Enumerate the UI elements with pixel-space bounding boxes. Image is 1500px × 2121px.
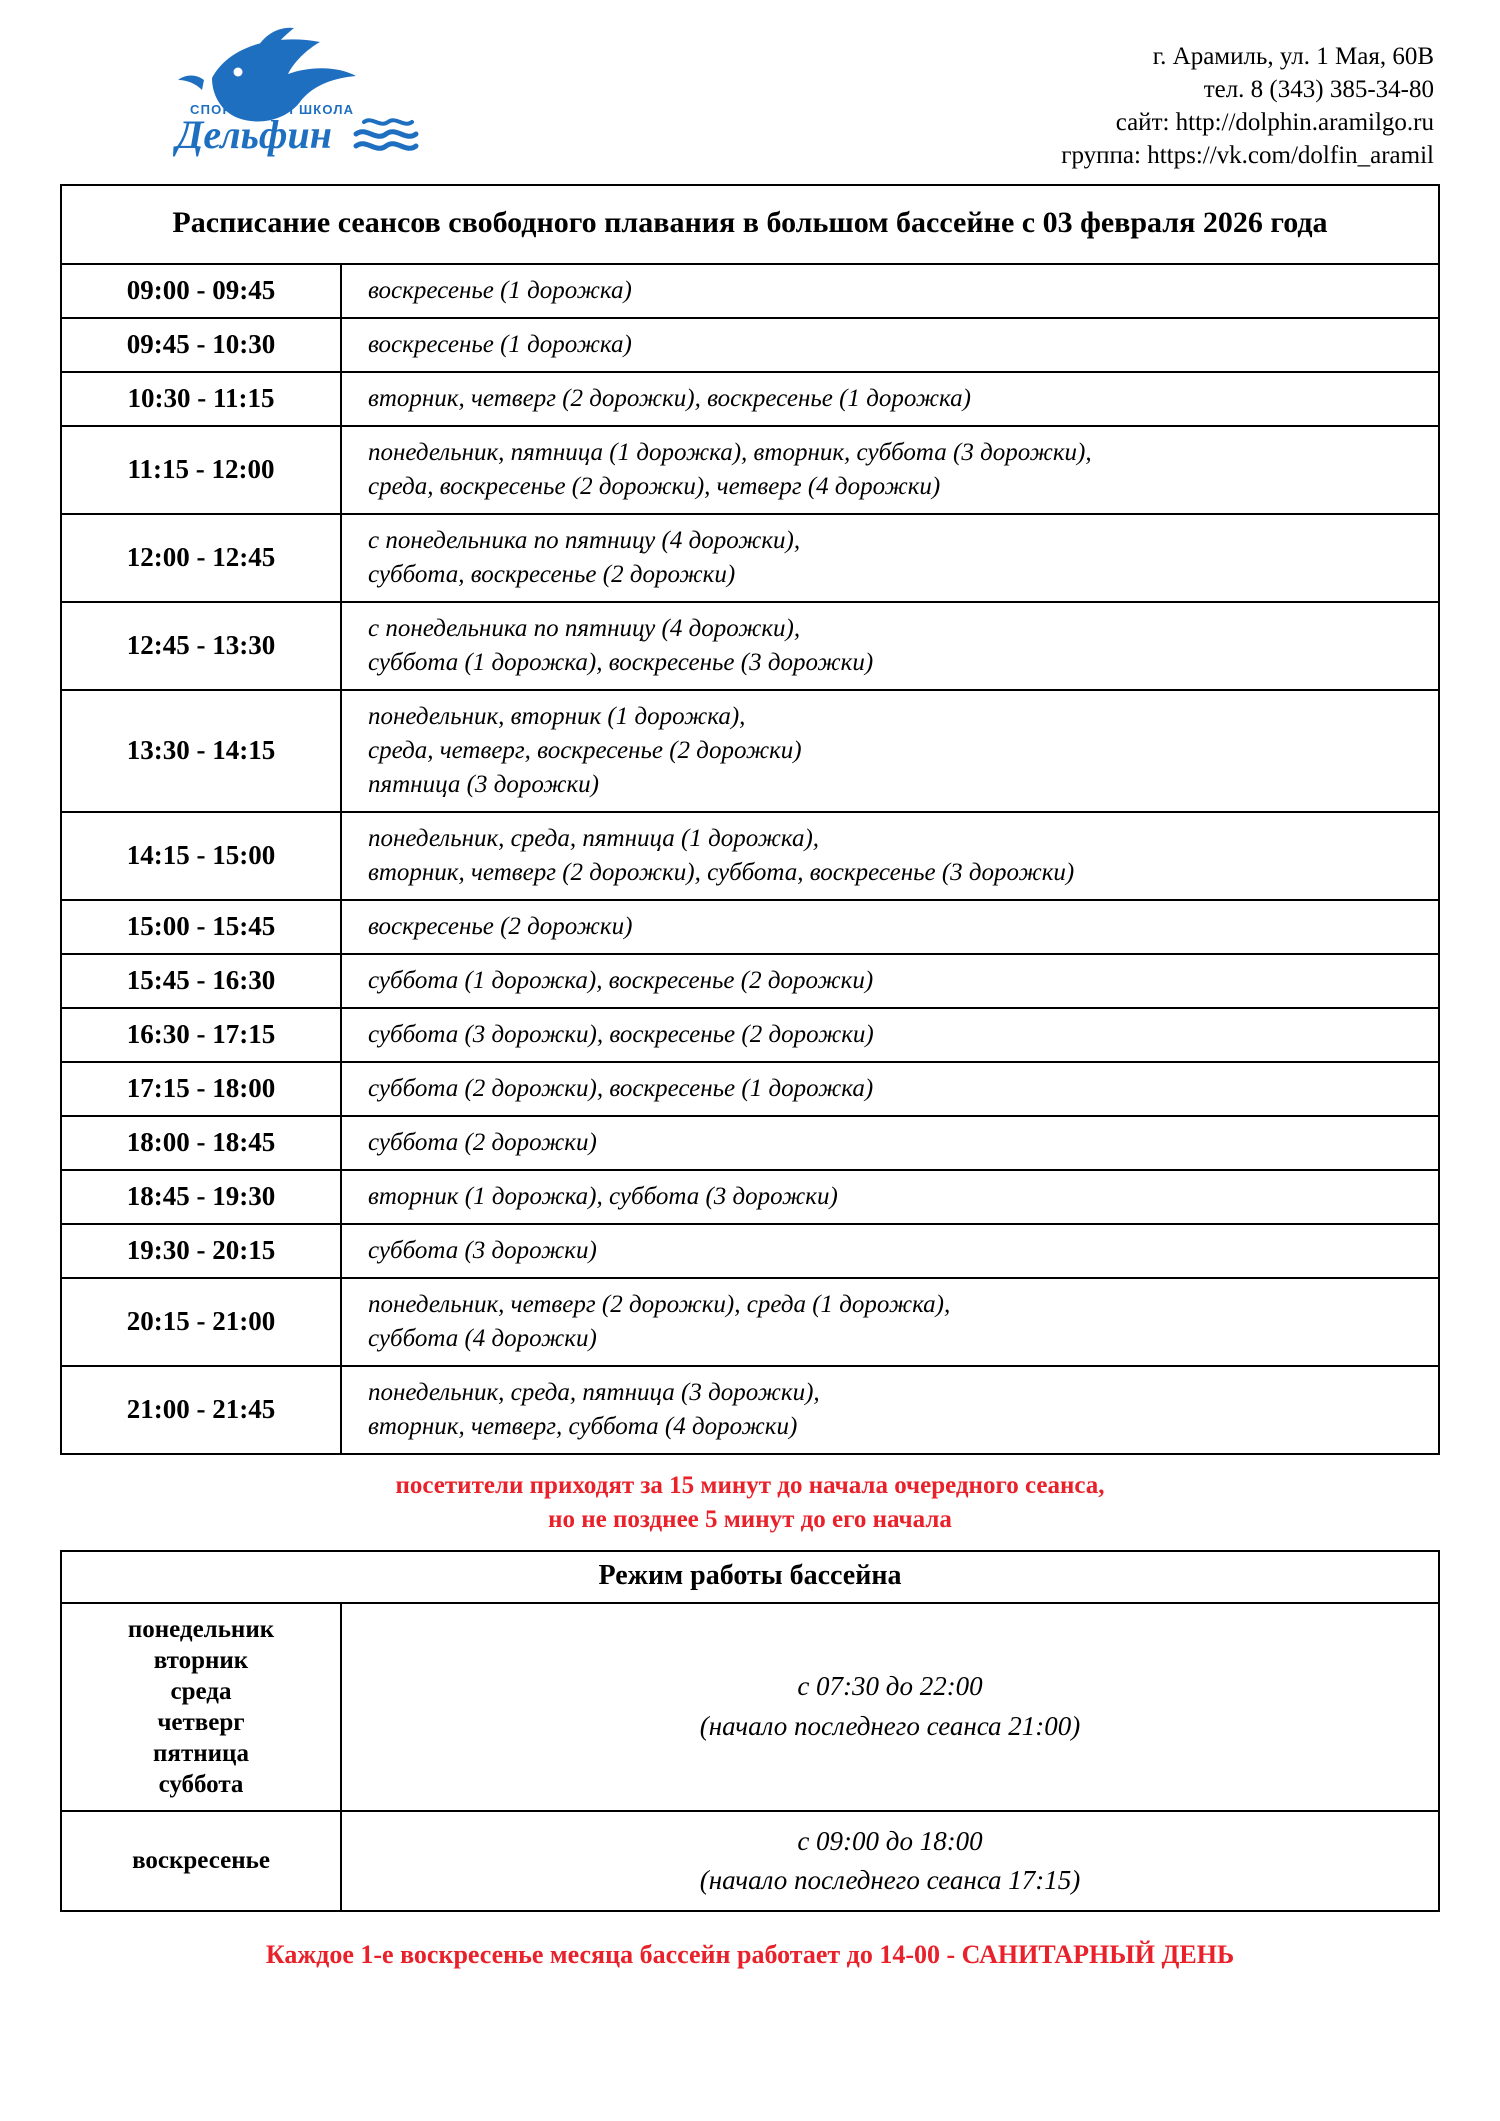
page-title: Расписание сеансов свободного плавания в большом бассейне с 03 февраля 2026 года — [61, 185, 1439, 264]
session-time: 21:00 - 21:45 — [61, 1366, 341, 1454]
session-description: понедельник, среда, пятница (1 дорожка), вторник, четверг (2 дорожки), суббота, воскресенье (3 дорожки) — [341, 812, 1439, 900]
session-description: понедельник, четверг (2 дорожки), среда (1 дорожка), суббота (4 дорожки) — [341, 1278, 1439, 1366]
table-row — [61, 264, 1439, 318]
table-row — [61, 900, 1439, 954]
session-description: воскресенье (1 дорожка) — [341, 264, 1439, 318]
session-time: 18:45 - 19:30 — [61, 1170, 341, 1224]
document-header — [60, 22, 1440, 182]
sunday-hours: с 09:00 до 18:00 (начало последнего сеанса 17:15) — [341, 1811, 1439, 1911]
table-row — [61, 1278, 1439, 1366]
table-row — [61, 690, 1439, 812]
session-time: 14:15 - 15:00 — [61, 812, 341, 900]
table-row — [61, 318, 1439, 372]
table-row — [61, 514, 1439, 602]
session-description: суббота (3 дорожки) — [341, 1224, 1439, 1278]
session-time: 11:15 - 12:00 — [61, 426, 341, 514]
schedule-table — [60, 184, 1440, 1455]
table-row — [61, 1224, 1439, 1278]
contact-info — [1061, 22, 1440, 172]
session-description: суббота (1 дорожка), воскресенье (2 дорожки) — [341, 954, 1439, 1008]
table-row — [61, 1116, 1439, 1170]
svg-text:Дельфин: Дельфин — [176, 112, 332, 157]
contact-phone: тел. 8 (343) 385-34-80 — [1203, 76, 1434, 103]
contact-vk-group: группа: https://vk.com/dolfin_aramil — [1061, 142, 1434, 169]
session-description: понедельник, пятница (1 дорожка), вторник, суббота (3 дорожки), среда, воскресенье (2 дорожки), четверг (4 дорожки) — [341, 426, 1439, 514]
session-time: 09:00 - 09:45 — [61, 264, 341, 318]
table-row — [61, 1062, 1439, 1116]
svg-text:СПОРТИВНАЯ ШКОЛА: СПОРТИВНАЯ ШКОЛА — [190, 102, 355, 117]
table-row — [61, 602, 1439, 690]
session-time: 18:00 - 18:45 — [61, 1116, 341, 1170]
table-row — [61, 1366, 1439, 1454]
session-description: с понедельника по пятницу (4 дорожки), суббота (1 дорожка), воскресенье (3 дорожки) — [341, 602, 1439, 690]
table-row — [61, 426, 1439, 514]
table-row — [61, 1170, 1439, 1224]
weekday-hours: с 07:30 до 22:00 (начало последнего сеанса 21:00) — [341, 1603, 1439, 1811]
session-description: суббота (3 дорожки), воскресенье (2 дорожки) — [341, 1008, 1439, 1062]
session-time: 10:30 - 11:15 — [61, 372, 341, 426]
dolphin-icon — [160, 22, 440, 162]
sanitary-day-notice: Каждое 1-е воскресенье месяца бассейн работает до 14-00 - САНИТАРНЫЙ ДЕНЬ — [265, 1939, 1235, 1969]
session-time: 20:15 - 21:00 — [61, 1278, 341, 1366]
session-time: 12:00 - 12:45 — [61, 514, 341, 602]
hours-title-row — [61, 1551, 1439, 1603]
table-row — [61, 1008, 1439, 1062]
session-time: 17:15 - 18:00 — [61, 1062, 341, 1116]
session-time: 15:45 - 16:30 — [61, 954, 341, 1008]
contact-address: г. Арамиль, ул. 1 Мая, 60В — [1152, 43, 1434, 70]
session-description: вторник (1 дорожка), суббота (3 дорожки) — [341, 1170, 1439, 1224]
session-description: понедельник, среда, пятница (3 дорожки), вторник, четверг, суббота (4 дорожки) — [341, 1366, 1439, 1454]
session-time: 09:45 - 10:30 — [61, 318, 341, 372]
session-description: суббота (2 дорожки), воскресенье (1 дорожка) — [341, 1062, 1439, 1116]
contact-website: сайт: http://dolphin.aramilgo.ru — [1115, 109, 1434, 136]
table-row — [61, 812, 1439, 900]
arrival-notice: посетители приходят за 15 минут до начала очередного сеанса, но не позднее 5 минут до его начала — [395, 1471, 1105, 1534]
session-time: 13:30 - 14:15 — [61, 690, 341, 812]
weekday-list: понедельник вторник среда четверг пятница суббота — [61, 1603, 341, 1811]
session-description: вторник, четверг (2 дорожки), воскресенье (1 дорожка) — [341, 372, 1439, 426]
table-row — [61, 372, 1439, 426]
working-hours-table — [60, 1550, 1440, 1912]
session-description: суббота (2 дорожки) — [341, 1116, 1439, 1170]
session-time: 16:30 - 17:15 — [61, 1008, 341, 1062]
table-row — [61, 1811, 1439, 1911]
schedule-title-row — [61, 185, 1439, 264]
sunday-label: воскресенье — [61, 1811, 341, 1911]
logo-area — [60, 22, 390, 162]
table-row — [61, 954, 1439, 1008]
table-row — [61, 1603, 1439, 1811]
hours-title: Режим работы бассейна — [61, 1551, 1439, 1603]
session-time: 12:45 - 13:30 — [61, 602, 341, 690]
dolphin-logo — [160, 22, 440, 162]
session-description: воскресенье (1 дорожка) — [341, 318, 1439, 372]
session-description: с понедельника по пятницу (4 дорожки), суббота, воскресенье (2 дорожки) — [341, 514, 1439, 602]
session-description: понедельник, вторник (1 дорожка), среда, четверг, воскресенье (2 дорожки) пятница (3 дорожки) — [341, 690, 1439, 812]
session-time: 15:00 - 15:45 — [61, 900, 341, 954]
session-time: 19:30 - 20:15 — [61, 1224, 341, 1278]
session-description: воскресенье (2 дорожки) — [341, 900, 1439, 954]
